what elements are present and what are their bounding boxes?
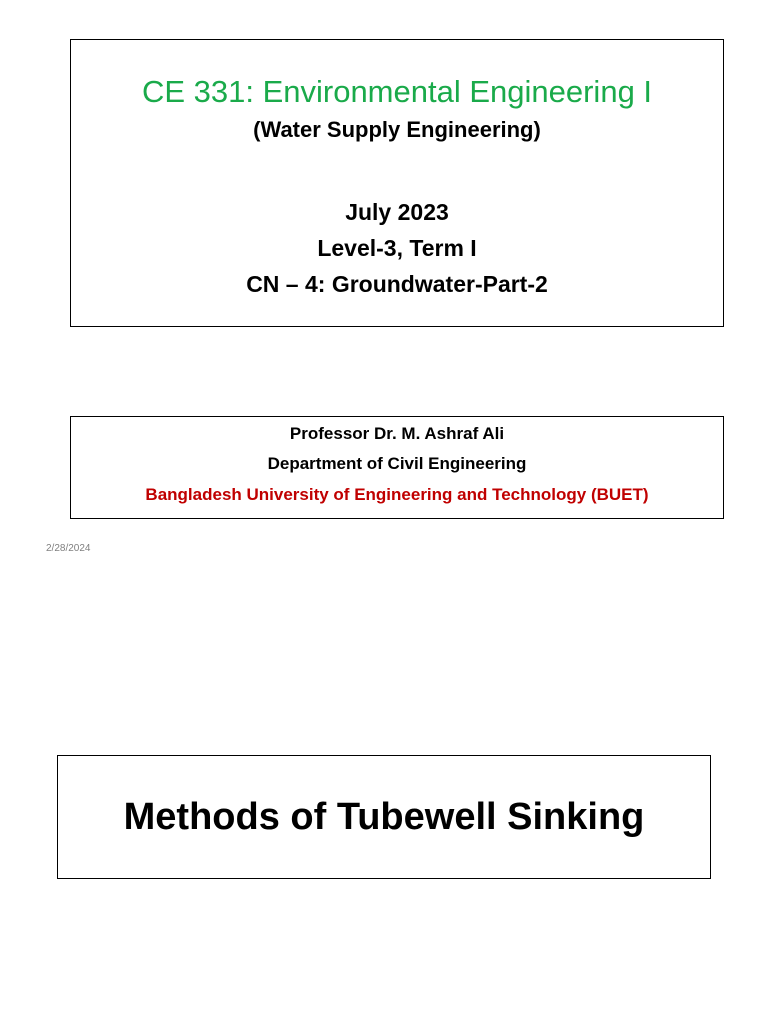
course-title: CE 331: Environmental Engineering I xyxy=(141,74,653,109)
slide-date: 2/28/2024 xyxy=(46,543,91,554)
author-university: Bangladesh University of Engineering and Technology (BUET) xyxy=(145,485,649,504)
title-box xyxy=(70,39,724,327)
author-box xyxy=(70,416,724,519)
class-note-title: CN – 4: Groundwater-Part-2 xyxy=(246,271,548,297)
section-heading-box xyxy=(57,755,711,879)
course-level: Level-3, Term I xyxy=(317,235,477,261)
section-heading: Methods of Tubewell Sinking xyxy=(123,796,645,838)
course-date: July 2023 xyxy=(345,199,449,225)
course-subtitle: (Water Supply Engineering) xyxy=(253,117,541,142)
author-name: Professor Dr. M. Ashraf Ali xyxy=(289,424,505,443)
author-department: Department of Civil Engineering xyxy=(267,454,527,473)
